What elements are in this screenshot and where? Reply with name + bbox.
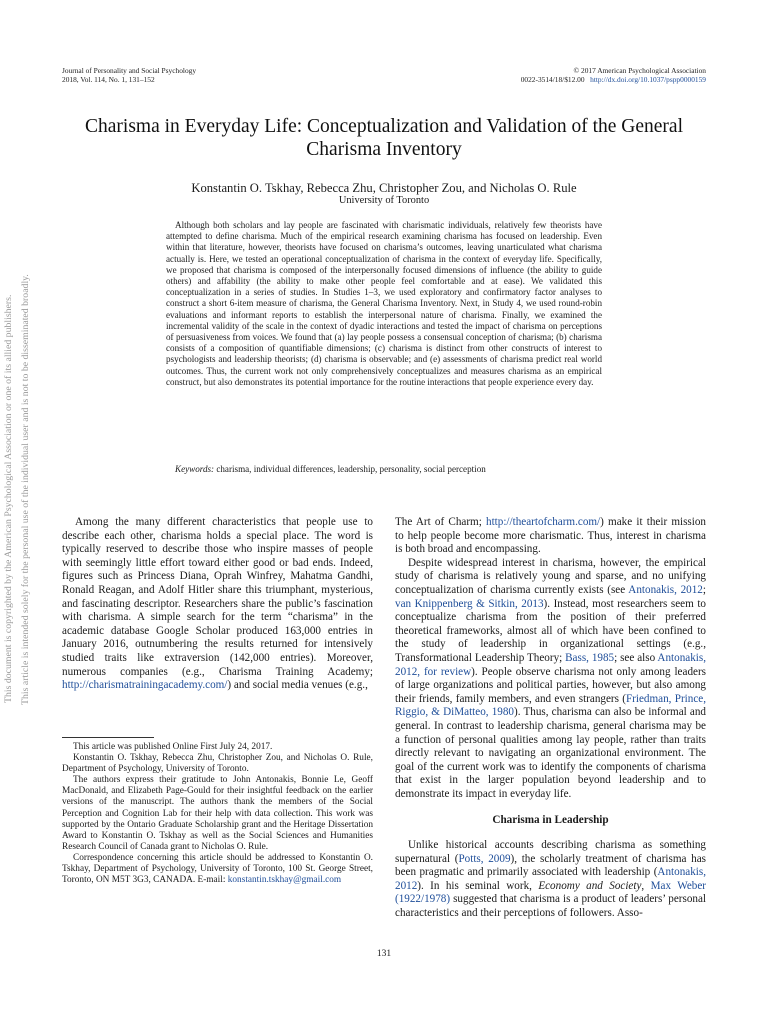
affiliation: University of Toronto bbox=[338, 195, 430, 206]
body-text: , bbox=[641, 879, 651, 892]
citation-link[interactable]: Antonakis, 2012 bbox=[628, 583, 703, 596]
article-title: Charisma in Everyday Life: Conceptualization and Validation of the General Charisma Inventory bbox=[85, 116, 683, 160]
body-text: Despite widespread interest in charisma, however, the empirical study of charisma is relatively young and sparse, and no unifying conceptualization of charisma currently exists (see bbox=[395, 556, 706, 596]
copyright-notice: © 2017 American Psychological Association bbox=[573, 66, 706, 75]
body-column-right bbox=[395, 516, 706, 921]
author-list: Konstantin O. Tskhay, Rebecca Zhu, Christopher Zou, and Nicholas O. Rule bbox=[191, 181, 577, 195]
citation-link[interactable]: Antonakis, 2012, for review bbox=[395, 651, 706, 678]
book-title: Economy and Society bbox=[538, 879, 642, 892]
citation-link[interactable]: Potts, 2009 bbox=[458, 852, 511, 865]
abstract bbox=[166, 220, 602, 388]
footnote-published: This article was published Online First July 24, 2017. bbox=[73, 742, 273, 752]
body-text: ) make it their mission to help people become more charismatic. Thus, interest in charisma is both broad and encompassing. bbox=[395, 516, 706, 556]
footnote-rule bbox=[62, 737, 154, 738]
volume-info: 2018, Vol. 114, No. 1, 131–152 bbox=[62, 75, 155, 84]
citation-link[interactable]: van Knippenberg & Sitkin, 2013 bbox=[395, 597, 544, 610]
paragraph-unlike bbox=[395, 839, 706, 921]
keywords-text: charisma, individual differences, leadership, personality, social perception bbox=[214, 464, 486, 474]
abstract-text: Although both scholars and lay people are fascinated with charismatic individuals, relatively few theorists have attempted to define charisma. Much of the empirical research examining charisma has focused on leadership. Even within that literature, however, theorists have focused on charisma’s outcomes, leaving unarticulated what charisma actually is. Here, we tested an operational conceptualization of charisma in the context of everyday life. Specifically, we proposed that charisma is composed of the interpersonally focused dimensions of influence (the ability to guide others) and affability (the ability to make other people feel comfortable and at ease). We validated this conceptualization in a series of studies. In Studies 1–3, we used exploratory and confirmatory factor analyses to construct a short 6-item measure of charisma, the General Charisma Inventory. Next, in Study 4, we used round-robin evaluations and informant reports to establish the interpersonal nature of charisma. Finally, we examined the incremental validity of the scale in the context of dyadic interactions and tested the impact of charisma on perceptions of persuasiveness from voices. We found that (a) lay people possess a consensual conception of charisma; (b) charisma consists of a composition of quantifiable dimensions; (c) charisma is distinct from other constructs of interest to psychologists and leadership theorists; (d) charisma is observable; and (e) assessments of charisma predict real world outcomes. Thus, the current work not only comprehensively conceptualizes and measures charisma as an empirical construct, but also demonstrates its potential importance for the routine interactions that people experience every day. bbox=[166, 220, 602, 387]
keywords-label: Keywords: bbox=[175, 464, 215, 474]
email-link[interactable]: konstantin.tskhay@gmail.com bbox=[227, 875, 342, 886]
body-column-left bbox=[62, 516, 373, 693]
body-text: Among the many different characteristics that people use to describe each other, charisma holds a special place. The word is typically reserved to describe those who inspire masses of people with seemingly little effort toward either good or bad ends. Indeed, figures such as Princess Diana, Oprah Winfrey, Mahatma Gandhi, Ronald Reagan, and Adolf Hitler share this triumphant, mysterious, and fascinating descriptor. Researchers share the public’s fascination with charisma. A simple search for the term “charisma” in the academic database Google Scholar produced 163,000 entries in January 2016, outnumbering the results returned for intensively studied traits like extraversion (142,000 entries). Moreover, numerous companies (e.g., Charisma Training Academy; bbox=[62, 516, 373, 678]
journal-name: Journal of Personality and Social Psychology bbox=[62, 66, 197, 75]
body-text: ) and social media venues (e.g., bbox=[227, 679, 368, 692]
citation-link[interactable]: Max Weber (1922/1978) bbox=[395, 879, 706, 906]
body-text: ; see also bbox=[614, 651, 658, 664]
citation-link[interactable]: Bass, 1985 bbox=[565, 651, 615, 664]
body-text: ). People observe charisma not only among leaders of large organizations and political parties, however, but also among their friends, family members, and even strangers ( bbox=[395, 665, 706, 705]
footnote-affiliation: Konstantin O. Tskhay, Rebecca Zhu, Christopher Zou, and Nicholas O. Rule, Department of Psychology, University of Toronto. bbox=[62, 753, 373, 775]
running-header-left bbox=[62, 66, 196, 84]
section-heading: Charisma in Leadership bbox=[492, 814, 609, 827]
running-header-right bbox=[521, 66, 706, 84]
correspondence-text: Correspondence concerning this article should be addressed to Konstantin O. Tskhay, Department of Psychology, University of Toronto, 100 St. George Street, Toronto, ON M5T 3G3, CANADA. E-mail: bbox=[62, 852, 373, 886]
body-text: The Art of Charm; bbox=[395, 516, 486, 528]
continued-paragraph bbox=[395, 516, 706, 557]
body-text: ). Instead, most researchers seem to conceptualize charisma from the position of their preferred theoretical frameworks, almost all of which have been confined to the study of leadership in organizational settings (e.g., Transformational Leadership Theory; bbox=[395, 597, 706, 664]
citation-link[interactable]: Friedman, Prince, Riggio, & DiMatteo, 1980 bbox=[395, 692, 706, 719]
issn-doi-line bbox=[521, 75, 706, 84]
body-text: ; bbox=[702, 583, 706, 596]
doi-link[interactable]: http://dx.doi.org/10.1037/pspp0000159 bbox=[590, 75, 706, 84]
body-text: suggested that charisma is a product of leaders’ personal characteristics and their perceptions of followers. Asso- bbox=[395, 893, 706, 920]
citation-link[interactable]: Antonakis, 2012 bbox=[395, 866, 706, 892]
copyright-side-notice-2: This article is intended solely for the personal use of the individual user and is not to be disseminated broadly. bbox=[20, 274, 31, 705]
issn: 0022-3514/18/$12.00 bbox=[520, 75, 585, 84]
footnote-correspondence bbox=[62, 853, 373, 886]
footnotes bbox=[62, 742, 373, 886]
intro-paragraph bbox=[62, 516, 373, 693]
body-text: Unlike historical accounts describing charisma as something supernatural ( bbox=[395, 839, 706, 865]
footnote-acknowledgments: The authors express their gratitude to John Antonakis, Bonnie Le, Geoff MacDonald, and Elizabeth Page-Gould for their insightful feedback on the earlier versions of the manuscript. The authors thank the members of the Social Perception and Cognition Lab for their help with data collection. This work was supported by the Ontario Graduate Scholarship grant and the Heritage Dissertation Award to Konstantin O. Tskhay as well as the Social Sciences and Humanities Research Council of Canada grant to Nicholas O. Rule. bbox=[62, 775, 373, 852]
body-text: ). In his seminal work, bbox=[417, 879, 539, 892]
keywords bbox=[175, 464, 602, 475]
body-text: ). Thus, charisma can also be informal and general. In contrast to leadership charisma, general charisma may be a function of personal qualities among lay people, rather than traits directly relevant to navigating an organizational environment. The goal of the current work was to identify the components of charisma that exist in the larger population beyond leadership and to demonstrate its impact in everyday life. bbox=[395, 706, 706, 800]
paragraph-despite bbox=[395, 557, 706, 802]
body-text: ), the scholarly treatment of charisma has been pragmatic and primarily associated with leadership ( bbox=[395, 852, 706, 879]
art-of-charm-link[interactable]: http://theartofcharm.com/ bbox=[486, 516, 601, 528]
charisma-academy-link[interactable]: http://charismatrainingacademy.com/ bbox=[62, 679, 228, 692]
copyright-side-notice-1: This document is copyrighted by the American Psychological Association or one of its allied publishers. bbox=[3, 294, 14, 703]
page-number: 131 bbox=[376, 949, 392, 959]
